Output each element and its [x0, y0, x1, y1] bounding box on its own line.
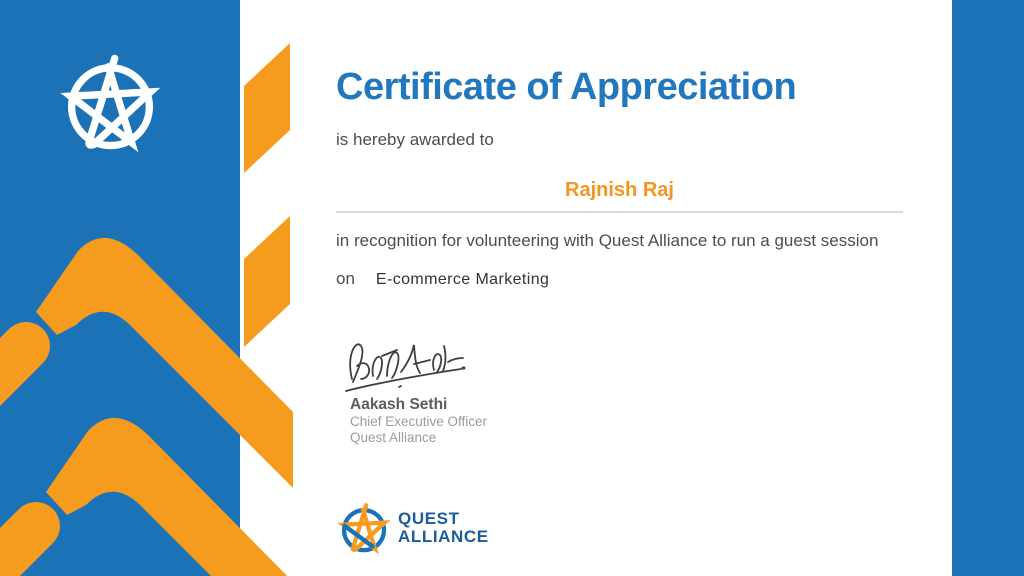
recognition-line: in recognition for volunteering with Quest Alliance to run a guest session — [336, 231, 879, 250]
quest-alliance-star-icon — [337, 501, 391, 555]
left-decoration-graphic — [0, 0, 340, 576]
signatory-name: Aakash Sethi — [350, 396, 448, 413]
page-title: Certificate of Appreciation — [336, 66, 797, 108]
session-row — [336, 269, 549, 289]
signature-handwriting — [342, 335, 468, 395]
session-topic: E-commerce Marketing — [375, 271, 550, 288]
recipient-name: Rajnish Raj — [565, 179, 674, 201]
logo-wordmark-line2: ALLIANCE — [398, 527, 489, 546]
right-edge-bar — [952, 0, 1024, 576]
quest-alliance-logo — [337, 501, 489, 555]
name-underline-divider — [336, 211, 903, 213]
logo-wordmark-line1: QUEST — [398, 509, 460, 528]
awarded-line: is hereby awarded to — [336, 130, 494, 149]
quest-star-white-icon — [58, 50, 163, 155]
signatory-role: Chief Executive Officer — [350, 414, 488, 429]
signatory-organization: Quest Alliance — [350, 430, 437, 445]
on-label: on — [336, 269, 355, 288]
